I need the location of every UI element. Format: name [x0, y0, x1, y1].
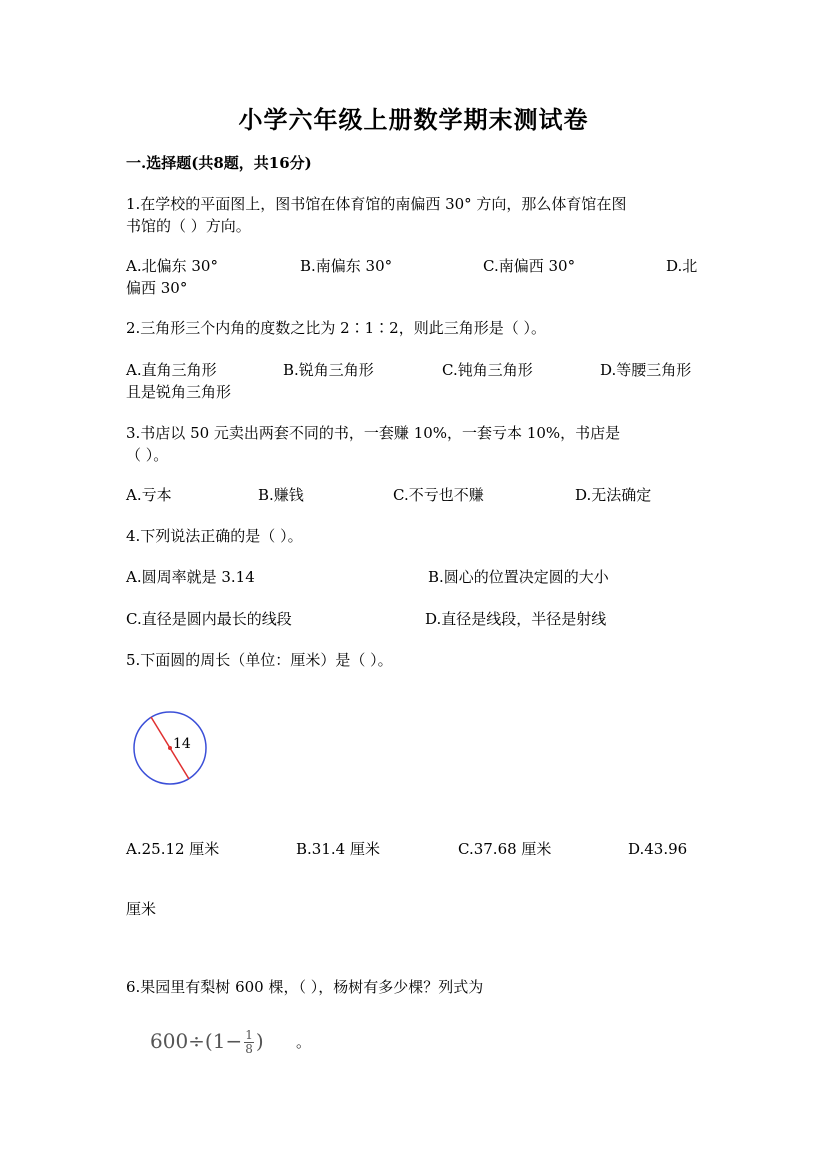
q2-option-b: B.锐角三角形 — [283, 361, 374, 379]
question-5: 5.下面圆的周长（单位：厘米）是（ ）。 — [126, 651, 393, 669]
fraction-numerator: 1 — [245, 1028, 253, 1042]
q2-option-a: A.直角三角形 — [126, 361, 217, 379]
question-1-line-2: 书馆的（ ）方向。 — [126, 217, 251, 235]
q4-option-d: D.直径是线段，半径是射线 — [425, 610, 607, 628]
q5-option-c: C.37.68 厘米 — [458, 840, 552, 858]
q4-option-a: A.圆周率就是 3.14 — [126, 568, 255, 586]
q3-option-b: B.赚钱 — [258, 486, 304, 504]
q3-option-c: C.不亏也不赚 — [393, 486, 484, 504]
q3-option-d: D.无法确定 — [575, 486, 652, 504]
q2-option-d-continued: 且是锐角三角形 — [126, 383, 232, 401]
q4-option-b: B.圆心的位置决定圆的大小 — [428, 568, 609, 586]
question-1-line-1: 1.在学校的平面图上，图书馆在体育馆的南偏西 30° 方向，那么体育馆在图 — [126, 195, 627, 213]
q4-option-c: C.直径是圆内最长的线段 — [126, 610, 292, 628]
question-2: 2.三角形三个内角的度数之比为 2∶1∶2，则此三角形是（ ）。 — [126, 319, 546, 337]
q5-option-d: D.43.96 — [628, 840, 688, 858]
circle-center — [168, 746, 172, 750]
formula — [150, 1026, 264, 1056]
q2-option-d: D.等腰三角形 — [600, 361, 692, 379]
diameter-label: 14 — [173, 736, 191, 752]
question-4: 4.下列说法正确的是（ ）。 — [126, 527, 303, 545]
formula-main: 600÷(1− — [150, 1029, 243, 1053]
question-6: 6.果园里有梨树 600 棵，（ ），杨树有多少棵？列式为 — [126, 978, 484, 996]
fraction — [244, 1029, 254, 1056]
q1-option-b: B.南偏东 30° — [300, 257, 393, 275]
question-3-line-2: （ ）。 — [126, 446, 169, 464]
fraction-denominator: 8 — [245, 1042, 253, 1056]
q1-option-a: A.北偏东 30° — [126, 257, 218, 275]
q1-option-c: C.南偏西 30° — [483, 257, 576, 275]
formula-end: 。 — [296, 1033, 312, 1051]
q5-option-b: B.31.4 厘米 — [296, 840, 380, 858]
formula-close: ) — [255, 1029, 264, 1053]
q3-option-a: A.亏本 — [126, 486, 172, 504]
q2-option-c: C.钝角三角形 — [442, 361, 533, 379]
q1-option-d: D.北 — [666, 257, 698, 275]
q5-option-d-continued: 厘米 — [126, 900, 157, 918]
question-3-line-1: 3.书店以 50 元卖出两套不同的书，一套赚 10%，一套亏本 10%，书店是 — [126, 424, 621, 442]
q5-option-a: A.25.12 厘米 — [126, 840, 220, 858]
section-heading: 一.选择题(共8题，共16分) — [126, 154, 312, 172]
q1-option-d-continued: 偏西 30° — [126, 279, 188, 297]
circle-diagram — [126, 706, 216, 792]
page-title: 小学六年级上册数学期末测试卷 — [238, 105, 589, 134]
